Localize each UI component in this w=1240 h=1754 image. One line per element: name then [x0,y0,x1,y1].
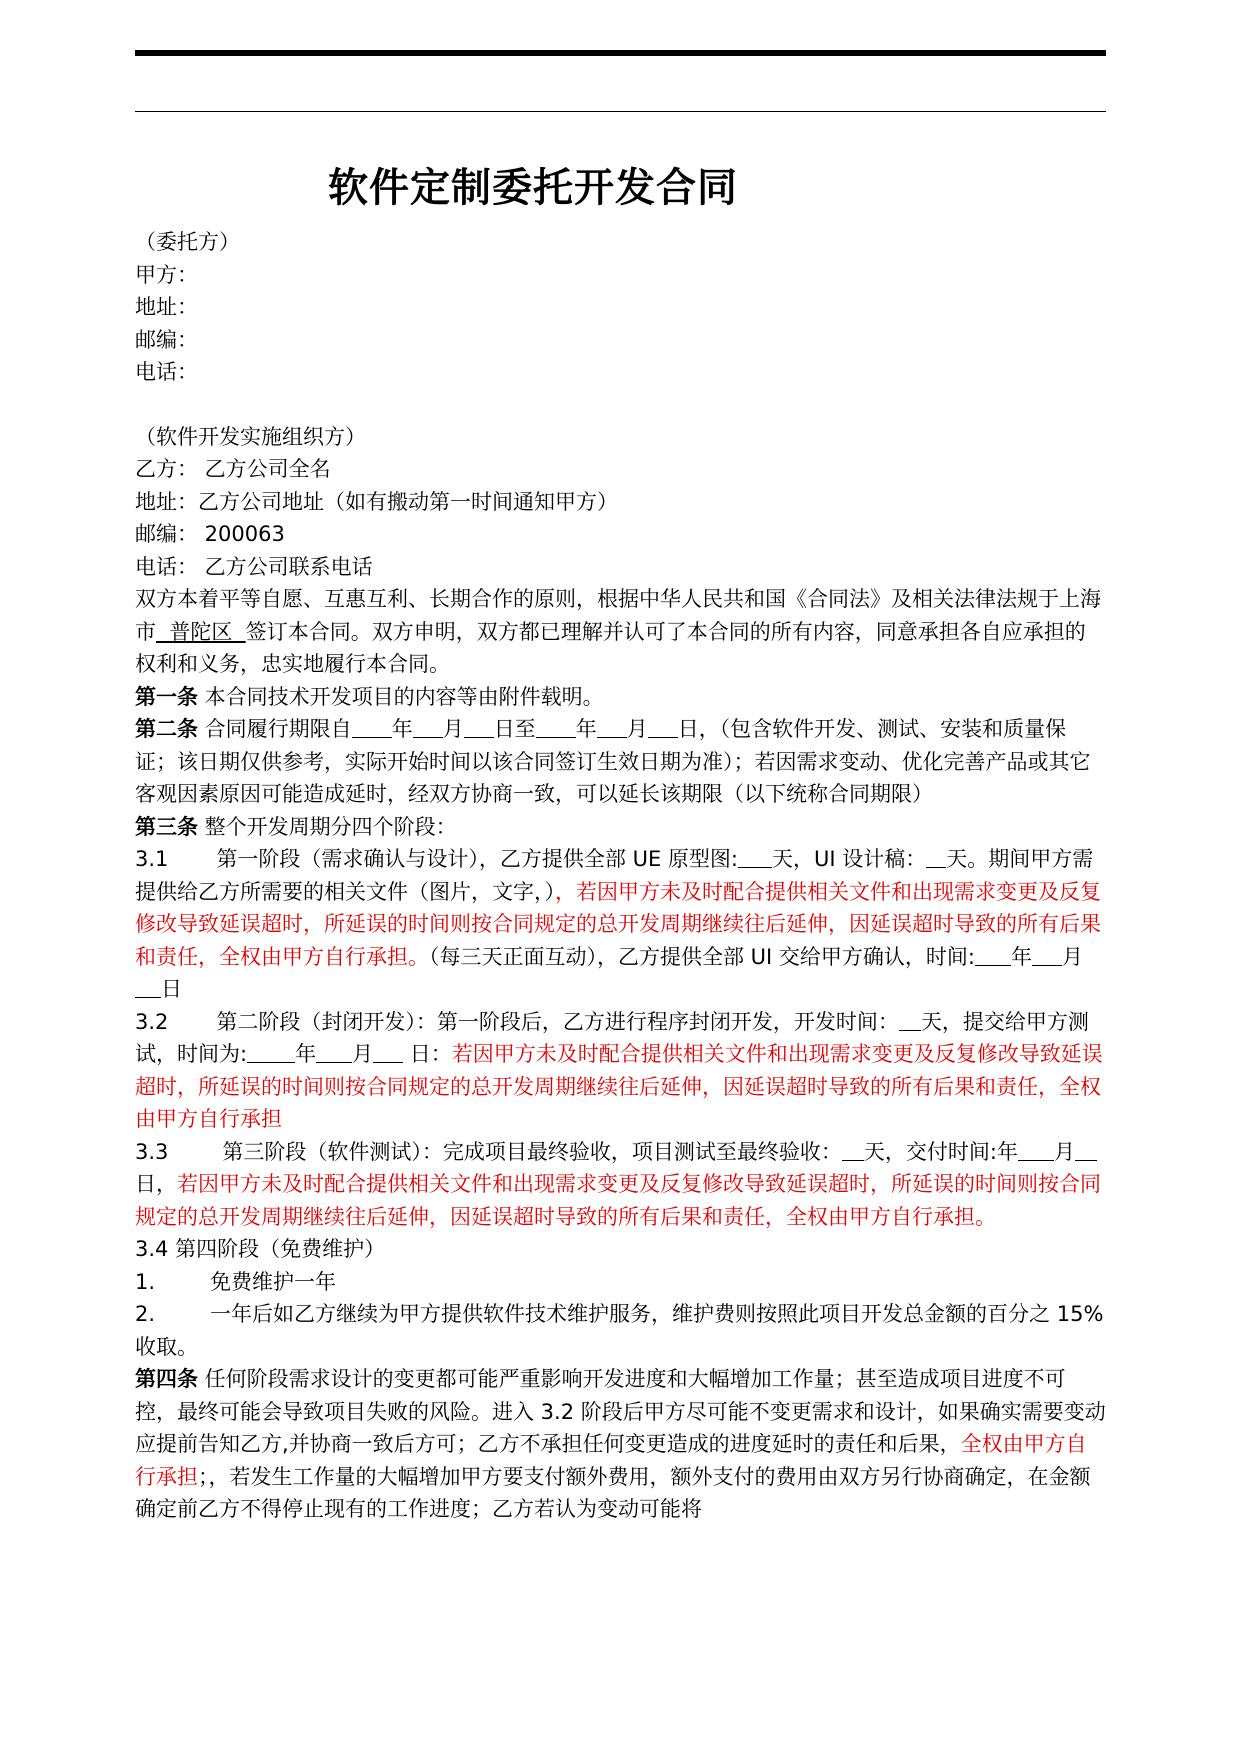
date-month: 月 [442,717,464,741]
date-year: 年 [996,1139,1018,1164]
document-title: 软件定制委托开发合同 [328,165,738,211]
intro-district: 普陀区 [156,619,246,644]
section-3-3-warning: 若因甲方未及时配合提供相关文件和出现需求变更及反复修改导致延误超时，所延误的时间则按合同规定的总开发周期继续往后延伸，因延误超时导致的所有后果和责任，全权由甲方自行承担。 [135,1172,1101,1229]
section-3-2-text-2: 天，提交给甲方测试，时间为: [135,1009,1089,1066]
party-b-postcode: 邮编： 200063 [135,522,285,546]
section-number: 3.2 [135,1009,169,1034]
article-4 [135,1363,1106,1526]
blank-line [842,1140,864,1161]
party-b-name: 乙方： 乙方公司全名 [135,457,331,481]
intro-text-1: 双方本着平等自愿、互惠互利、长期合作的原则，根据中华人民共和国《合同法》及相关法律法规于上海市 [135,587,1101,644]
section-3-1-text-2: 天，UI 设计稿： [771,847,927,871]
section-3-2 [135,1006,1106,1136]
party-a-role: （委托方） [135,230,240,254]
section-3-2-text-1: 第二阶段（封闭开发）：第一阶段后，乙方进行程序封闭开发，开发时间： [216,1009,899,1034]
article-3-heading: 第三条 [135,814,198,839]
date-day-to: 日至 [493,717,536,741]
list-item-text: 一年后如乙方继续为甲方提供软件技术维护服务，维护费则按照此项目开发总金额的百分之 15%收取。 [135,1302,1104,1359]
blank-line [536,717,576,738]
list-item-text: 免费维护一年 [210,1269,337,1294]
blank-line [1018,1140,1054,1161]
article-2-text-2: ，（包含软件开发、测试、安装和质量保证；该日期仅供参考，实际开始时间以该合同签订生效日期为准）；若因需求变动、优化完善产品或其它客观因素原因可能造成延时，经双方协商一致，可以延长该期限（以下统称合同期限） [135,717,1091,806]
contract-document [135,160,1106,1526]
blank-line [1075,1140,1097,1161]
spacer [135,389,1106,421]
blank-line [899,1010,921,1031]
date-month: 月 [1053,1139,1075,1164]
article-4-heading: 第四条 [135,1367,198,1391]
article-4-text-2: ；，若发生工作量的大幅增加甲方要支付额外费用，额外支付的费用由双方另行协商确定，在金额确定前乙方不得停止现有的工作进度；乙方若认为变动可能将 [135,1464,1091,1521]
section-3-1-text-4: （每三天正面互动），乙方提供全部 UI 交给甲方确认，时间: [429,944,975,969]
section-3-1-warning: ，若因甲方未及时配合提供相关文件和出现需求变更及反复修改导致延误超时，所延误的时间则按合同规定的总开发周期继续往后延伸，因延误超时导致的所有后果和责任，全权由甲方自行承担。 [135,879,1101,969]
blank-line [597,717,627,738]
section-3-1-text-3: 天。期间甲方需提供给乙方所需要的相关文件（图片，文字，） [135,847,1094,904]
section-3-3-text-1: 第三阶段（软件测试）：完成项目最终验收，项目测试至最终验收： [222,1139,842,1164]
blank-line [373,1042,403,1063]
article-1-text: 本合同技术开发项目的内容等由附件载明。 [198,684,604,709]
section-3-4 [135,1233,1106,1266]
section-3-1-text-1: 第一阶段（需求确认与设计），乙方提供全部 UE 原型图: [216,847,738,871]
blank-line [1032,945,1062,966]
blank-line [926,847,946,868]
section-number: 3.4 [135,1237,169,1261]
date-year: 年 [295,1042,317,1066]
blank-line [352,717,392,738]
article-2-heading: 第二条 [135,717,198,741]
article-4-warning: 全权由甲方自行承担 [135,1432,1087,1489]
party-b-role: （软件开发实施组织方） [135,424,366,449]
party-b-address: 地址：乙方公司地址（如有搬动第一时间通知甲方） [135,489,618,514]
party-a-address-label: 地址： [135,295,198,319]
blank-line [738,847,772,868]
date-day: 日 [677,717,699,741]
article-3 [135,811,1106,844]
blank-line [135,977,161,998]
article-1 [135,681,1106,714]
date-year: 年 [575,717,597,741]
list-item [135,1266,1106,1299]
list-item [135,1298,1106,1363]
article-3-text: 整个开发周期分四个阶段： [198,814,457,839]
date-month: 月 [352,1042,374,1066]
header-thick-rule [135,50,1106,56]
list-item-number: 1. [135,1269,156,1294]
date-day: 日 [161,977,182,1001]
date-year: 年 [1011,944,1032,969]
section-number: 3.1 [135,847,169,871]
blank-line [413,717,443,738]
article-4-text-1: 任何阶段需求设计的变更都可能严重影响开发进度和大幅增加工作量；甚至造成项目进度不可控，最终可能会导致项目失败的风险。进入 3.2 阶段后甲方尽可能不变更需求和设计，如果确实需要变动应提前告知乙方,并协商一致后方可；乙方不承担任何变更造成的进度延时的责任和后果， [135,1367,1106,1456]
blank-line [975,945,1011,966]
blank-line [247,1042,295,1063]
section-3-2-text-3: 日： [403,1042,452,1066]
section-3-4-text: 第四阶段（免费维护） [168,1237,386,1261]
section-number: 3.3 [135,1139,169,1164]
party-a-block [135,226,1106,389]
blank-line [464,717,494,738]
party-a-phone-label: 电话： [135,360,198,384]
party-a-name-label: 甲方： [135,262,198,287]
header-thin-rule [135,111,1106,112]
date-month: 月 [626,717,648,741]
blank-line [648,717,678,738]
intro-paragraph [135,583,1106,681]
list-item-number: 2. [135,1302,156,1326]
date-day: 日， [135,1172,177,1196]
intro-text-2: 签订本合同。双方申明，双方都已理解并认可了本合同的所有内容，同意承担各自应承担的权利和义务，忠实地履行本合同。 [135,619,1086,676]
party-b-phone: 电话： 乙方公司联系电话 [135,554,373,579]
article-2-text-1: 合同履行期限自 [198,717,352,741]
article-2 [135,713,1106,811]
party-b-block [135,421,1106,584]
section-3-1 [135,843,1106,1006]
section-3-2-warning: 若因甲方未及时配合提供相关文件和出现需求变更及反复修改导致延误超时，所延误的时间则按合同规定的总开发周期继续往后延伸，因延误超时导致的所有后果和责任，全权由甲方自行承担 [135,1042,1103,1131]
section-3-3-text-2: 天，交付时间: [863,1139,997,1164]
section-3-3 [135,1136,1106,1234]
date-year: 年 [391,717,413,741]
blank-line [316,1042,352,1063]
party-a-postcode-label: 邮编： [135,327,198,352]
article-1-heading: 第一条 [135,684,198,709]
date-month: 月 [1062,944,1083,969]
